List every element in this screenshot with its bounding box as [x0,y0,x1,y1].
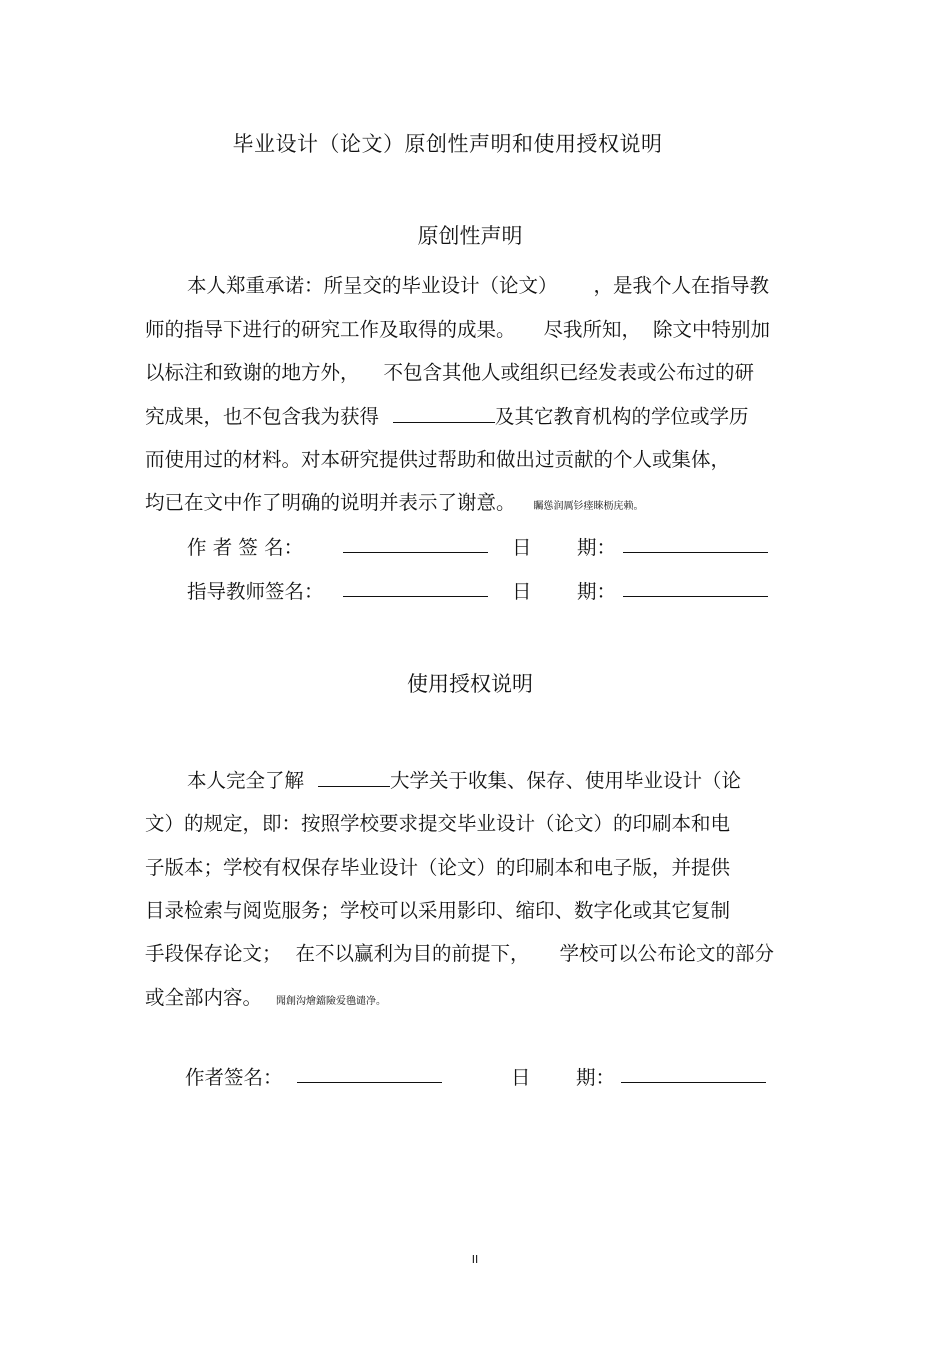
author-signature-field[interactable] [343,534,488,553]
degree-institution-blank[interactable] [393,404,495,423]
text-segment: 尽我所知， [543,318,642,341]
advisor-signature-label: 指导教师签名： [187,580,324,603]
advisor-date-field[interactable] [623,578,768,597]
date-label-part2: 期： [576,1066,616,1089]
text-segment: 手段保存论文； [145,942,282,965]
date-label-part2: 期： [577,536,617,559]
text-segment: 学校可以公布论文的部分 [559,942,775,965]
text-segment: 均已在文中作了明确的说明并表示了谢意。 [145,491,516,514]
originality-line-5: 而使用过的材料。对本研究提供过帮助和做出过贡献的个人或集体， [145,448,731,471]
text-segment: 究成果，也不包含我为获得 [145,405,380,428]
authorization-author-signature-field[interactable] [297,1064,442,1083]
noise-text: 聞創沟燴鐺險爱氇谴净。 [276,996,387,1007]
originality-line-1 [187,270,769,298]
authorization-line-6 [145,982,386,1010]
advisor-signature-field[interactable] [343,578,488,597]
originality-line-6 [145,487,644,515]
originality-line-4 [145,401,749,429]
originality-line-2 [145,314,770,342]
text-segment: 除文中特别加 [653,318,771,341]
date-label-part1: 日 [512,580,532,603]
authorization-heading: 使用授权说明 [407,672,533,696]
text-segment: 或全部内容。 [145,986,263,1009]
text-segment: ，是我个人在指导教 [593,274,770,297]
text-segment: 本人郑重承诺：所呈交的毕业设计（论文） [187,274,558,297]
authorization-date-field[interactable] [621,1064,766,1083]
text-segment: 师的指导下进行的研究工作及取得的成果。 [145,318,516,341]
date-label-part2: 期： [577,580,617,603]
authorization-line-4: 目录检索与阅览服务；学校可以采用影印、缩印、数字化或其它复制 [145,899,731,922]
noise-text: 矚慫润厲钐瘗睞枥庑赖。 [533,501,644,512]
date-label-part1: 日 [512,536,532,559]
authorization-line-1 [187,765,741,793]
text-segment: 以标注和致谢的地方外， [145,361,360,384]
page-number: II [471,1253,479,1266]
originality-line-3 [145,357,754,385]
authorization-line-3: 子版本；学校有权保存毕业设计（论文）的印刷本和电子版，并提供 [145,856,731,879]
originality-heading: 原创性声明 [417,224,523,248]
date-label-part1: 日 [511,1066,531,1089]
document-title: 毕业设计（论文）原创性声明和使用授权说明 [232,132,663,156]
university-name-blank[interactable] [318,768,390,787]
author-signature-label: 作 者 签 名： [187,536,304,559]
author-date-field[interactable] [623,534,768,553]
authorization-author-label: 作者签名： [185,1066,283,1089]
text-segment: 不包含其他人或组织已经发表或公布过的研 [383,361,755,384]
text-segment: 本人完全了解 [187,769,305,792]
authorization-line-5 [145,938,774,966]
text-segment: 及其它教育机构的学位或学历 [495,405,749,428]
text-segment: 在不以赢利为目的前提下， [295,942,530,965]
authorization-line-2: 文）的规定，即：按照学校要求提交毕业设计（论文）的印刷本和电 [145,812,731,835]
text-segment: 大学关于收集、保存、使用毕业设计（论 [390,769,742,792]
